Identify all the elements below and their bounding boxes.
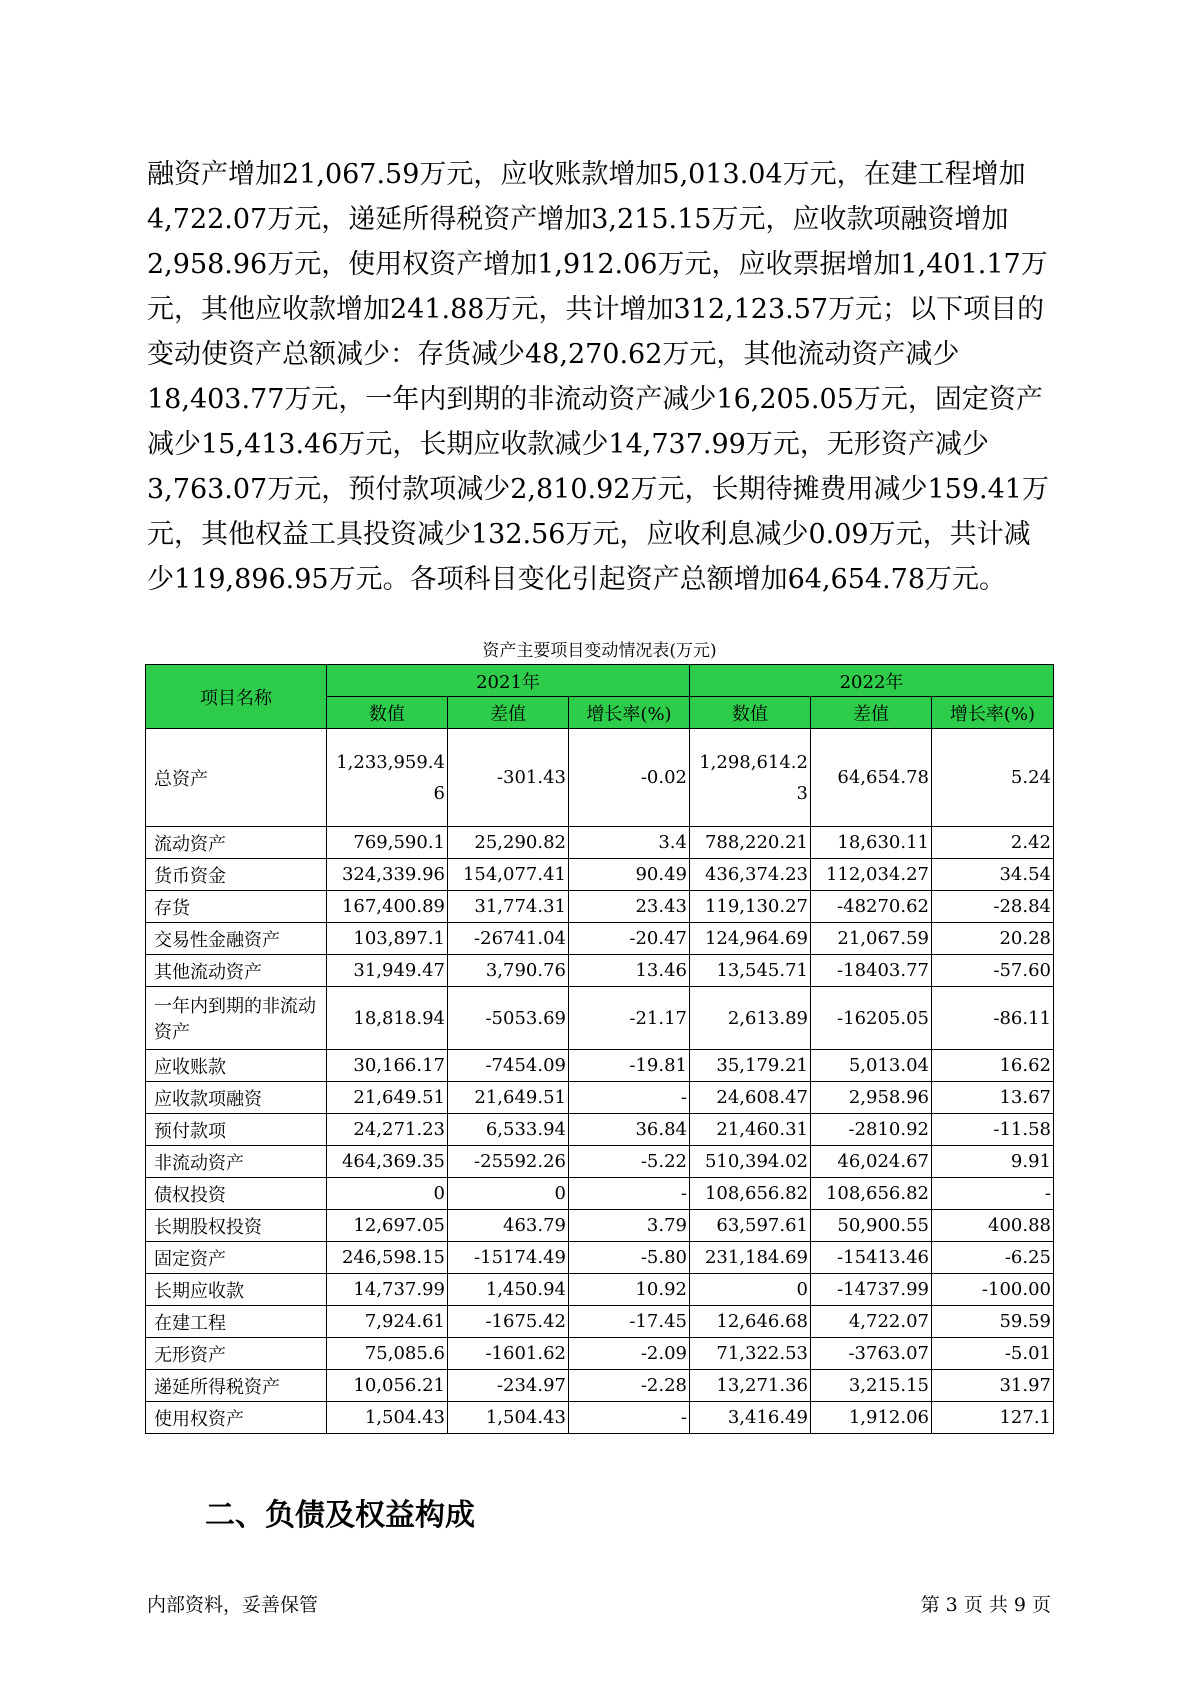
cell-d21: -7454.09 <box>448 1050 569 1082</box>
cell-v22: 510,394.02 <box>690 1146 811 1178</box>
footer-page-number: 第 3 页 共 9 页 <box>920 1594 1051 1616</box>
cell-v21: 246,598.15 <box>327 1242 448 1274</box>
cell-v21: 24,271.23 <box>327 1114 448 1146</box>
cell-d21: -15174.49 <box>448 1242 569 1274</box>
cell-r22: -5.01 <box>932 1338 1054 1370</box>
cell-d21: -26741.04 <box>448 923 569 955</box>
cell-v22: 436,374.23 <box>690 859 811 891</box>
cell-v22: 124,964.69 <box>690 923 811 955</box>
table-row <box>146 1306 1054 1338</box>
table-row <box>146 1178 1054 1210</box>
table-row <box>146 1402 1054 1434</box>
cell-d21: -234.97 <box>448 1370 569 1402</box>
cell-d21: 463.79 <box>448 1210 569 1242</box>
cell-v22 <box>690 729 811 827</box>
paragraph-line: 变动使资产总额减少：存货减少48,270.62万元，其他流动资产减少 <box>147 339 960 370</box>
cell-r22: 127.1 <box>932 1402 1054 1434</box>
cell-v21: 769,590.1 <box>327 827 448 859</box>
cell-r21: 10.92 <box>569 1274 690 1306</box>
cell-d21: -1675.42 <box>448 1306 569 1338</box>
cell-v22: 21,460.31 <box>690 1114 811 1146</box>
cell-v21: 12,697.05 <box>327 1210 448 1242</box>
cell-d21: 6,533.94 <box>448 1114 569 1146</box>
cell-r22: 2.42 <box>932 827 1054 859</box>
cell-r22: 31.97 <box>932 1370 1054 1402</box>
cell-r22: 20.28 <box>932 923 1054 955</box>
row-item-name: 无形资产 <box>146 1338 327 1370</box>
cell-d21: 3,790.76 <box>448 955 569 987</box>
row-item-name: 固定资产 <box>146 1242 327 1274</box>
cell-d21: 1,450.94 <box>448 1274 569 1306</box>
header-rate-2022: 增长率(%) <box>932 697 1054 729</box>
cell-v22: 108,656.82 <box>690 1178 811 1210</box>
cell-v21: 324,339.96 <box>327 859 448 891</box>
row-item-name: 一年内到期的非流动资产 <box>146 987 327 1050</box>
cell-v22: 13,545.71 <box>690 955 811 987</box>
cell-r21: -17.45 <box>569 1306 690 1338</box>
header-diff-2021: 差值 <box>448 697 569 729</box>
paragraph-line: 3,763.07万元，预付款项减少2,810.92万元，长期待摊费用减少159.41万 <box>147 474 1049 505</box>
table-row <box>146 1338 1054 1370</box>
row-item-name: 应收款项融资 <box>146 1082 327 1114</box>
table-body <box>146 729 1054 1434</box>
cell-v21: 14,737.99 <box>327 1274 448 1306</box>
cell-r21: -20.47 <box>569 923 690 955</box>
cell-r21: - <box>569 1082 690 1114</box>
cell-d22: 3,215.15 <box>811 1370 932 1402</box>
table-row <box>146 1050 1054 1082</box>
cell-v21: 103,897.1 <box>327 923 448 955</box>
cell-r22: - <box>932 1178 1054 1210</box>
cell-d22: -16205.05 <box>811 987 932 1050</box>
footer-confidential-note: 内部资料，妥善保管 <box>147 1594 319 1616</box>
header-diff-2022: 差值 <box>811 697 932 729</box>
cell-v22: 12,646.68 <box>690 1306 811 1338</box>
cell-v21 <box>327 729 448 827</box>
cell-v21: 75,085.6 <box>327 1338 448 1370</box>
header-rate-2021: 增长率(%) <box>569 697 690 729</box>
cell-d21: 31,774.31 <box>448 891 569 923</box>
cell-d22: 50,900.55 <box>811 1210 932 1242</box>
row-item-name: 存货 <box>146 891 327 923</box>
cell-d22: 21,067.59 <box>811 923 932 955</box>
cell-d21: -5053.69 <box>448 987 569 1050</box>
header-year-2021: 2021年 <box>327 665 690 697</box>
cell-d21: 25,290.82 <box>448 827 569 859</box>
row-item-name: 使用权资产 <box>146 1402 327 1434</box>
cell-r22: 400.88 <box>932 1210 1054 1242</box>
cell-d22: 18,630.11 <box>811 827 932 859</box>
cell-r22: -57.60 <box>932 955 1054 987</box>
cell-r21: -5.22 <box>569 1146 690 1178</box>
table-row <box>146 955 1054 987</box>
cell-v22: 13,271.36 <box>690 1370 811 1402</box>
table-row <box>146 1370 1054 1402</box>
row-item-name: 流动资产 <box>146 827 327 859</box>
paragraph-line: 少119,896.95万元。各项科目变化引起资产总额增加64,654.78万元。 <box>147 564 1007 595</box>
cell-r21: - <box>569 1178 690 1210</box>
cell-d22: 5,013.04 <box>811 1050 932 1082</box>
row-item-name: 非流动资产 <box>146 1146 327 1178</box>
cell-r22: 13.67 <box>932 1082 1054 1114</box>
cell-v21: 464,369.35 <box>327 1146 448 1178</box>
cell-d21: 0 <box>448 1178 569 1210</box>
cell-v22: 2,613.89 <box>690 987 811 1050</box>
header-year-2022: 2022年 <box>690 665 1054 697</box>
cell-v22: 119,130.27 <box>690 891 811 923</box>
cell-v22: 63,597.61 <box>690 1210 811 1242</box>
cell-v22: 3,416.49 <box>690 1402 811 1434</box>
cell-d22: -2810.92 <box>811 1114 932 1146</box>
cell-d21: -301.43 <box>448 729 569 827</box>
table-row <box>146 859 1054 891</box>
table-row <box>146 1146 1054 1178</box>
row-item-name: 货币资金 <box>146 859 327 891</box>
cell-v22: 71,322.53 <box>690 1338 811 1370</box>
row-item-name: 在建工程 <box>146 1306 327 1338</box>
cell-v22: 231,184.69 <box>690 1242 811 1274</box>
cell-d22: 108,656.82 <box>811 1178 932 1210</box>
table-caption: 资产主要项目变动情况表(万元) <box>482 641 717 661</box>
cell-v21: 1,504.43 <box>327 1402 448 1434</box>
table-row <box>146 1242 1054 1274</box>
cell-r22: -11.58 <box>932 1114 1054 1146</box>
table-row <box>146 891 1054 923</box>
cell-r21: -5.80 <box>569 1242 690 1274</box>
cell-v21: 10,056.21 <box>327 1370 448 1402</box>
cell-r22: -6.25 <box>932 1242 1054 1274</box>
paragraph-line: 融资产增加21,067.59万元，应收账款增加5,013.04万元，在建工程增加 <box>147 159 1026 190</box>
cell-v21: 18,818.94 <box>327 987 448 1050</box>
table-row <box>146 1210 1054 1242</box>
cell-d22: -15413.46 <box>811 1242 932 1274</box>
paragraph-line: 4,722.07万元，递延所得税资产增加3,215.15万元，应收款项融资增加 <box>147 204 1009 235</box>
cell-r21: -21.17 <box>569 987 690 1050</box>
cell-d22: -18403.77 <box>811 955 932 987</box>
paragraph-line: 减少15,413.46万元，长期应收款减少14,737.99万元，无形资产减少 <box>147 429 989 460</box>
header-item-name: 项目名称 <box>146 665 327 729</box>
cell-d21: -1601.62 <box>448 1338 569 1370</box>
cell-r21: 13.46 <box>569 955 690 987</box>
cell-value-text: 1,298,614.23 <box>699 751 808 804</box>
cell-d22: 64,654.78 <box>811 729 932 827</box>
header-value-2021: 数值 <box>327 697 448 729</box>
cell-d21: -25592.26 <box>448 1146 569 1178</box>
cell-d21: 21,649.51 <box>448 1082 569 1114</box>
cell-r21: 3.4 <box>569 827 690 859</box>
cell-r22: 9.91 <box>932 1146 1054 1178</box>
cell-d22: -14737.99 <box>811 1274 932 1306</box>
cell-v21: 21,649.51 <box>327 1082 448 1114</box>
cell-r22: 16.62 <box>932 1050 1054 1082</box>
cell-v21: 30,166.17 <box>327 1050 448 1082</box>
cell-r21: 3.79 <box>569 1210 690 1242</box>
cell-d22: 4,722.07 <box>811 1306 932 1338</box>
header-value-2022: 数值 <box>690 697 811 729</box>
table-row <box>146 729 1054 827</box>
cell-r21: -2.09 <box>569 1338 690 1370</box>
cell-r21: 36.84 <box>569 1114 690 1146</box>
paragraph-line: 元，其他权益工具投资减少132.56万元，应收利息减少0.09万元，共计减 <box>147 519 1031 550</box>
cell-r22: -28.84 <box>932 891 1054 923</box>
row-item-name: 应收账款 <box>146 1050 327 1082</box>
cell-d22: -3763.07 <box>811 1338 932 1370</box>
cell-d22: 1,912.06 <box>811 1402 932 1434</box>
body-paragraph <box>147 152 1057 602</box>
cell-v21: 31,949.47 <box>327 955 448 987</box>
cell-r22: -100.00 <box>932 1274 1054 1306</box>
paragraph-line: 元，其他应收款增加241.88万元，共计增加312,123.57万元；以下项目的 <box>147 294 1045 325</box>
row-item-name: 债权投资 <box>146 1178 327 1210</box>
cell-d22: 2,958.96 <box>811 1082 932 1114</box>
cell-r21: 90.49 <box>569 859 690 891</box>
table-row <box>146 827 1054 859</box>
cell-r21: - <box>569 1402 690 1434</box>
cell-d22: 46,024.67 <box>811 1146 932 1178</box>
cell-r21: -0.02 <box>569 729 690 827</box>
cell-v22: 788,220.21 <box>690 827 811 859</box>
cell-r21: -2.28 <box>569 1370 690 1402</box>
table-row <box>146 1114 1054 1146</box>
cell-v21: 167,400.89 <box>327 891 448 923</box>
cell-r22: 59.59 <box>932 1306 1054 1338</box>
row-item-name: 递延所得税资产 <box>146 1370 327 1402</box>
cell-v22: 24,608.47 <box>690 1082 811 1114</box>
paragraph-line: 18,403.77万元，一年内到期的非流动资产减少16,205.05万元，固定资产 <box>147 384 1043 415</box>
cell-r21: 23.43 <box>569 891 690 923</box>
cell-d21: 1,504.43 <box>448 1402 569 1434</box>
cell-d22: 112,034.27 <box>811 859 932 891</box>
row-item-name: 预付款项 <box>146 1114 327 1146</box>
asset-change-table <box>145 664 1054 1434</box>
paragraph-line: 2,958.96万元，使用权资产增加1,912.06万元，应收票据增加1,401.17万 <box>147 249 1048 280</box>
section-heading: 二、负债及权益构成 <box>205 1498 475 1533</box>
table-row <box>146 987 1054 1050</box>
cell-d21: 154,077.41 <box>448 859 569 891</box>
cell-d22: -48270.62 <box>811 891 932 923</box>
row-item-name: 长期应收款 <box>146 1274 327 1306</box>
row-item-name: 其他流动资产 <box>146 955 327 987</box>
cell-v21: 0 <box>327 1178 448 1210</box>
table-row <box>146 1274 1054 1306</box>
cell-v22: 35,179.21 <box>690 1050 811 1082</box>
cell-v22: 0 <box>690 1274 811 1306</box>
cell-r22: 34.54 <box>932 859 1054 891</box>
table-row <box>146 1082 1054 1114</box>
cell-r21: -19.81 <box>569 1050 690 1082</box>
row-item-name: 总资产 <box>146 729 327 827</box>
table-row <box>146 923 1054 955</box>
cell-value-text: 1,233,959.46 <box>336 751 445 804</box>
row-item-name: 长期股权投资 <box>146 1210 327 1242</box>
row-item-name: 交易性金融资产 <box>146 923 327 955</box>
cell-r22: -86.11 <box>932 987 1054 1050</box>
cell-r22: 5.24 <box>932 729 1054 827</box>
cell-v21: 7,924.61 <box>327 1306 448 1338</box>
